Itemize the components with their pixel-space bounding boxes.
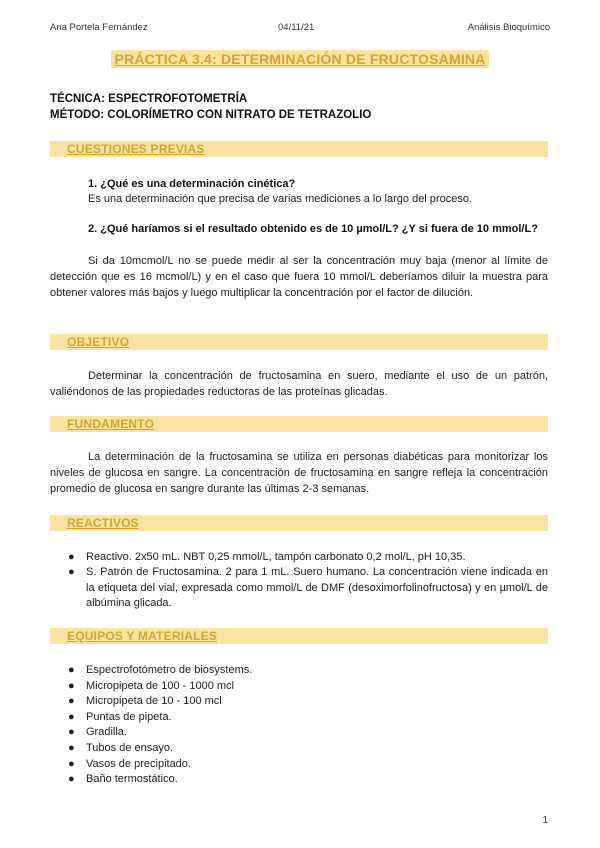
list-item [50, 741, 548, 757]
section-fundamento-title: FUNDAMENTO [67, 417, 155, 431]
page-title: PRÁCTICA 3.4: DETERMINACIÓN DE FRUCTOSAMINA [111, 50, 488, 68]
header-author: Ana Portela Fernández [50, 22, 148, 33]
method-line: MÉTODO: COLORÍMETRO CON NITRATO DE TETRAZOLIO [50, 109, 372, 121]
bullet-icon: ● [68, 664, 75, 676]
bullet-icon: ● [68, 566, 75, 579]
list-item-text: Micropipeta de 100 - 1000 mcl [86, 679, 234, 692]
bullet-icon: ● [68, 695, 75, 708]
list-item [50, 725, 548, 741]
list-item [50, 565, 548, 611]
technique-line: TÉCNICA: ESPECTROFOTOMETRÍA [50, 93, 248, 105]
question-1: 1. ¿Qué es una determinación cinética? [88, 178, 296, 190]
bullet-icon: ● [68, 551, 75, 563]
list-item [50, 772, 548, 788]
list-item [50, 550, 548, 565]
section-cuestiones-title: CUESTIONES PREVIAS [67, 142, 205, 156]
list-item-text: Tubos de ensayo. [86, 741, 174, 754]
list-item [50, 710, 548, 726]
list-item [50, 757, 548, 773]
title-wrapper [0, 50, 600, 69]
list-item-text: Gradilla. [86, 726, 127, 739]
question-2: 2. ¿Qué haríamos si el resultado obtenido es de 10 µmol/L? ¿Y si fuera de 10 mmol/L? [88, 223, 538, 235]
list-item [50, 663, 548, 679]
list-item-text: Reactivo. 2x50 mL. NBT 0,25 mmol/L, tampón carbonato 0,2 mol/L, pH 10,35. [86, 551, 466, 563]
bullet-icon: ● [68, 757, 75, 770]
section-reactivos-title: REACTIVOS [67, 516, 139, 530]
section-equipos-title: EQUIPOS Y MATERIALES [67, 629, 218, 643]
header-subject: Análisis Bioquímico [467, 22, 550, 33]
equipos-list [50, 663, 548, 788]
header-date: 04/11/21 [278, 22, 315, 33]
fundamento-text: La determinación de la fructosamina se utiliza en personas diabéticas para monitorizar los niveles de glucosa en sangre. La concentración de fructosamina en sangre refleja la concentración promedio de glucosa en sangre durante las últimas 2-3 semanas. [50, 451, 548, 495]
section-objetivo-title: OBJETIVO [67, 335, 130, 349]
section-objetivo-header [50, 334, 548, 350]
section-reactivos-header [50, 515, 548, 531]
bullet-icon: ● [68, 773, 75, 786]
answer-2: Si da 10mcmol/L no se puede medir al ser la concentración muy baja (menor al límite de detección que es 16 mcmol/L) y en el caso que fuera 10 mmol/L deberíamos diluir la muestra para obtener valores más bajos y luego multiplicar la concentración por el factor de dilución. [50, 255, 548, 299]
list-item-text: Vasos de precipitado. [86, 757, 191, 770]
bullet-icon: ● [68, 679, 75, 692]
bullet-icon: ● [68, 710, 75, 723]
section-equipos-header [50, 628, 548, 644]
list-item-text: Puntas de pipeta. [86, 710, 172, 723]
objetivo-text: Determinar la concentración de fructosamina en suero, mediante el uso de un patrón, valiéndonos de las propiedades reductoras de las proteínas glicadas. [50, 370, 548, 398]
list-item [50, 679, 548, 695]
list-item-text: Baño termostático. [86, 773, 178, 786]
bullet-icon: ● [68, 741, 75, 754]
list-item-text: Espectrofotómetro de biosystems. [86, 664, 253, 676]
list-item-text: S. Patrón de Fructosamina. 2 para 1 mL. Suero humano. La concentración viene indicada en la etiqueta del vial, expresada como mmol/L de DMF (desoximorfolinofructosa) y en µmol/L de albúmina glicada. [86, 566, 548, 610]
reactivos-list [50, 550, 548, 612]
section-fundamento-header [50, 416, 548, 432]
list-item [50, 694, 548, 710]
page-number: 1 [542, 815, 548, 826]
section-cuestiones-header [50, 141, 548, 157]
list-item-text: Micropipeta de 10 - 100 mcl [86, 695, 222, 708]
answer-1: Es una determinación que precisa de varias mediciones a lo largo del proceso. [88, 193, 472, 205]
bullet-icon: ● [68, 726, 75, 739]
